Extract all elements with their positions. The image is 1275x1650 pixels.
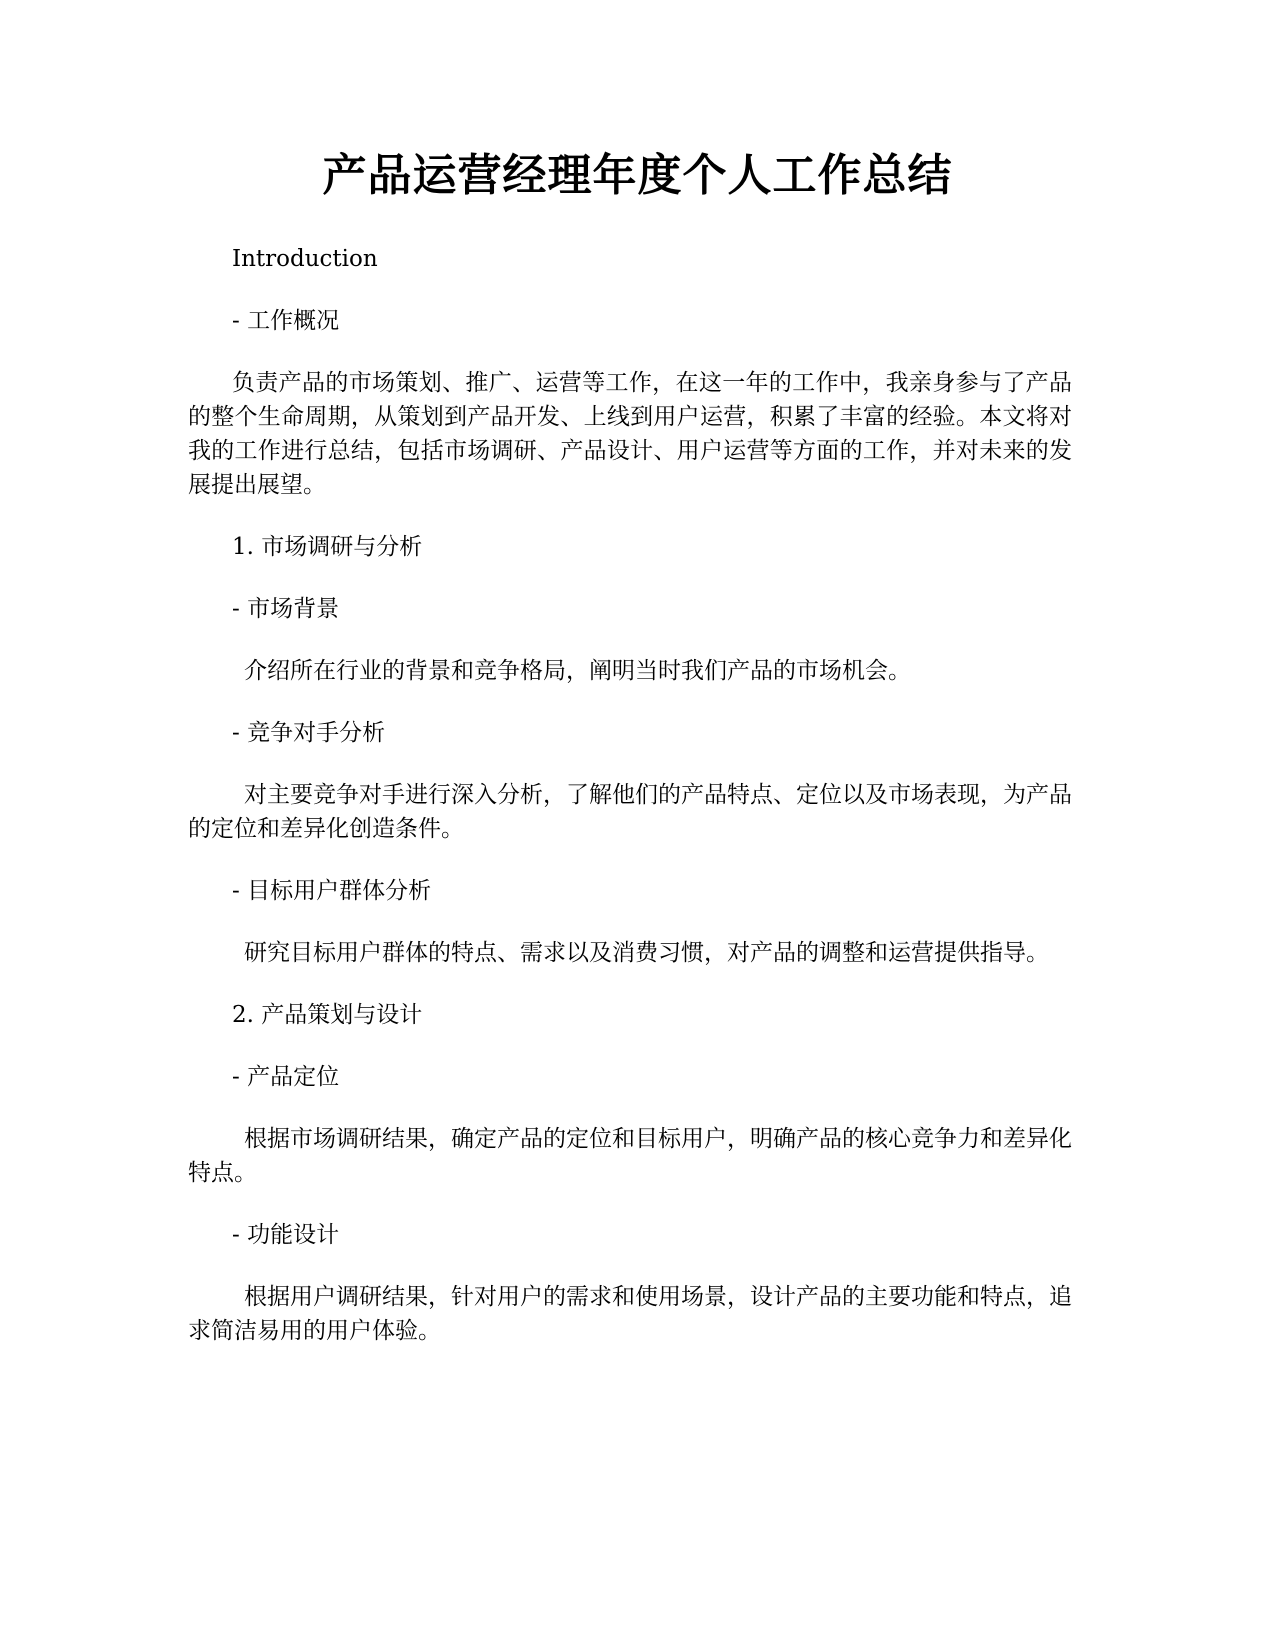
overview-text: 负责产品的市场策划、推广、运营等工作，在这一年的工作中，我亲身参与了产品的整个生命周期，从策划到产品开发、上线到用户运营，积累了丰富的经验。本文将对我的工作进行总结，包括市场调研、产品设计、用户运营等方面的工作，并对未来的发展提出展望。 (188, 370, 1072, 498)
product-positioning-heading: - 产品定位 (232, 1064, 340, 1090)
overview-heading: - 工作概况 (232, 308, 340, 334)
function-design-heading: - 功能设计 (232, 1222, 340, 1248)
product-positioning-text: 根据市场调研结果，确定产品的定位和目标用户，明确产品的核心竞争力和差异化特点。 (188, 1126, 1072, 1186)
section2-heading: 2. 产品策划与设计 (232, 1002, 423, 1028)
competitor-analysis-heading: - 竞争对手分析 (232, 720, 386, 746)
document-body (188, 242, 1072, 1348)
market-background-heading: - 市场背景 (232, 596, 340, 622)
intro-heading: Introduction (232, 246, 378, 272)
target-users-text: 研究目标用户群体的特点、需求以及消费习惯，对产品的调整和运营提供指导。 (244, 940, 1049, 966)
market-background-text: 介绍所在行业的背景和竞争格局，阐明当时我们产品的市场机会。 (244, 658, 911, 684)
function-design-text: 根据用户调研结果，针对用户的需求和使用场景，设计产品的主要功能和特点，追求简洁易用的用户体验。 (188, 1284, 1072, 1344)
competitor-analysis-text: 对主要竞争对手进行深入分析，了解他们的产品特点、定位以及市场表现，为产品的定位和差异化创造条件。 (188, 782, 1072, 842)
target-users-heading: - 目标用户群体分析 (232, 878, 432, 904)
section1-heading: 1. 市场调研与分析 (232, 534, 423, 560)
document-title: 产品运营经理年度个人工作总结 (322, 150, 953, 201)
